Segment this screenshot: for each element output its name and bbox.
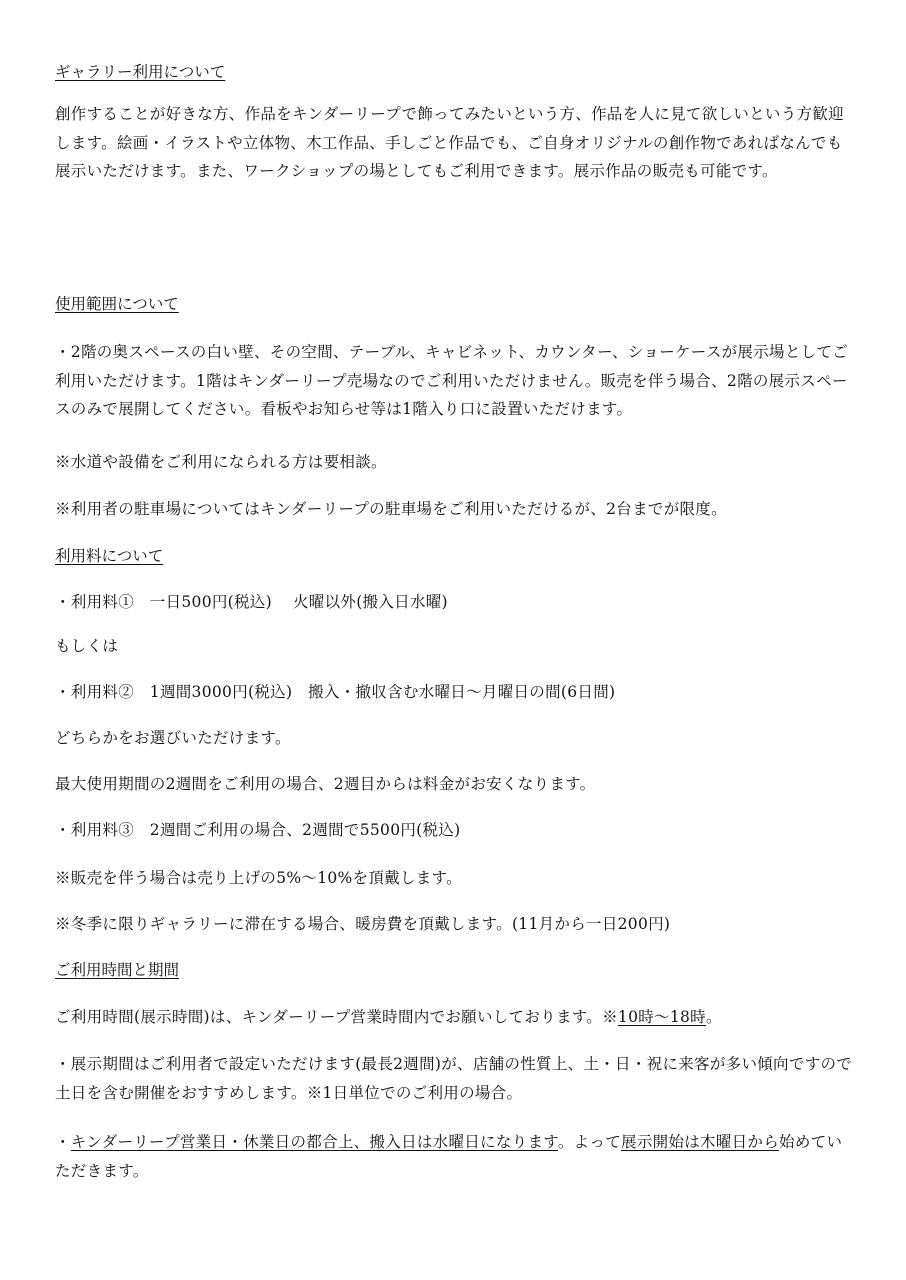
hours-heading: ご利用時間と期間 <box>55 961 180 979</box>
fee-option-2: ・利用料② 1週間3000円(税込) 搬入・撤収含む水曜日～月曜日の間(6日間) <box>55 683 616 701</box>
fee-option-3: ・利用料③ 2週間ご利用の場合、2週間で5500円(税込) <box>55 821 461 839</box>
hours-move-day: キンダーリープ営業日・休業日の都合上、搬入日は水曜日になります <box>70 1133 558 1151</box>
hours-move-prefix: ・ <box>55 1133 71 1151</box>
gallery-body: 創作することが好きな方、作品をキンダーリープで飾ってみたいという方、作品を人に見て欲しいという方歓迎します。絵画・イラストや立体物、木工作品、手しごと作品でも、ご自身オリジナルの創作物であればなんでも展示いただけます。また、ワークショップの場としてもご利用できます。展示作品の販売も可能です。 <box>55 105 844 180</box>
hours-time <box>55 1003 855 1032</box>
fee-or: もしくは <box>55 637 119 655</box>
hours-section <box>55 956 855 984</box>
hours-move-in <box>55 1128 855 1185</box>
scope-note-water: ※水道や設備をご利用になられる方は要相談。 <box>55 453 387 471</box>
gallery-section <box>55 58 855 86</box>
hours-period: ・展示期間はご利用者で設定いただけます(最長2週間)が、店舗の性質上、土・日・祝に来客が多い傾向ですので土日を含む開催をおすすめします。※1日単位でのご利用の場合。 <box>55 1055 853 1102</box>
hours-time-prefix: ご利用時間(展示時間)は、キンダーリープ営業時間内でお願いしております。※ <box>55 1008 618 1026</box>
scope-body: ・2階の奥スペースの白い壁、その空間、テーブル、キャビネット、カウンター、ショーケースが展示場としてご利用いただけます。1階はキンダーリープ売場なのでご利用いただけません。販売を伴う場合、2階の展示スペースのみで展開してください。看板やお知らせ等は1階入り口に設置いただけます。 <box>55 343 849 418</box>
hours-move-middle: 。よって <box>557 1133 622 1151</box>
fees-section <box>55 542 855 570</box>
fee-max-note: 最大使用期間の2週間をご利用の場合、2週目からは料金がお安くなります。 <box>55 775 596 793</box>
scope-note-parking: ※利用者の駐車場についてはキンダーリープの駐車場をご利用いただけるが、2台までが限度。 <box>55 500 727 518</box>
hours-start-day: 展示開始は木曜日から <box>621 1133 780 1151</box>
scope-heading: 使用範囲について <box>55 295 179 313</box>
fees-heading: 利用料について <box>55 547 164 565</box>
fee-winter-note: ※冬季に限りギャラリーに滞在する場合、暖房費を頂戴します。(11月から一日200円) <box>55 915 671 933</box>
fee-choose: どちらかをお選びいただけます。 <box>55 729 291 747</box>
fee-sales-note: ※販売を伴う場合は売り上げの5%～10%を頂戴します。 <box>55 869 462 887</box>
hours-move-suffix: 始めていただきます。 <box>55 1133 843 1180</box>
hours-time-range: 10時～18時 <box>617 1008 706 1026</box>
fee-option-1: ・利用料① 一日500円(税込) 火曜以外(搬入日水曜) <box>55 593 448 611</box>
gallery-heading: ギャラリー利用について <box>55 63 226 81</box>
hours-time-suffix: 。 <box>705 1008 722 1026</box>
scope-section <box>55 290 855 318</box>
